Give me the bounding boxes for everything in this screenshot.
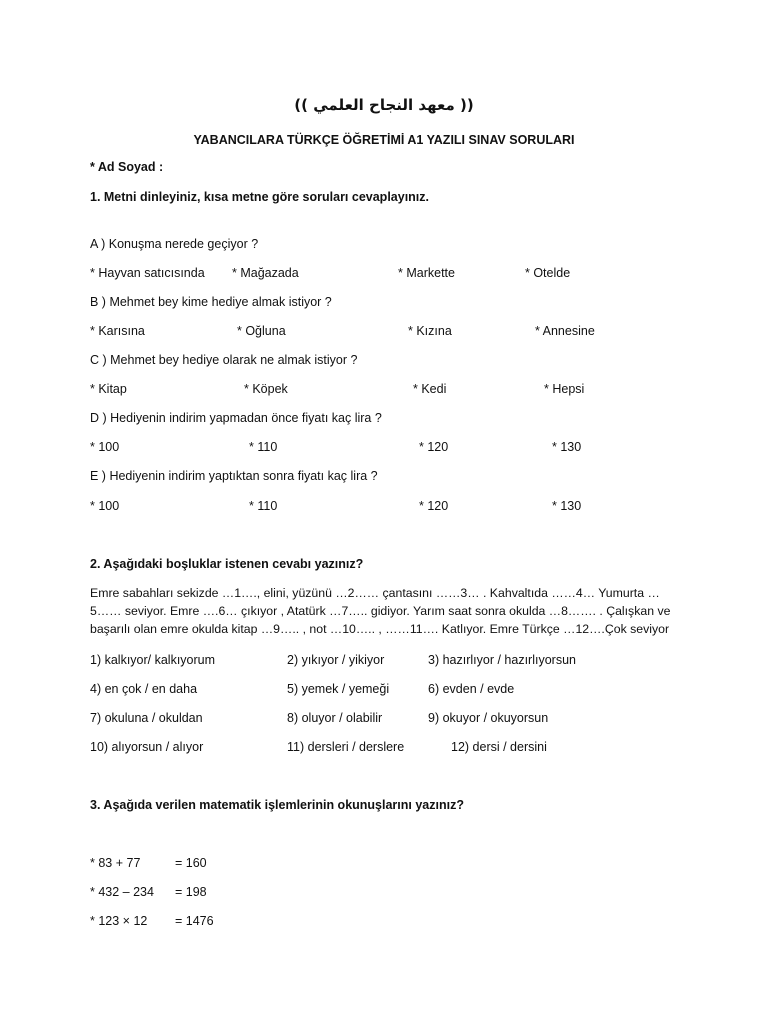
choice-1: 1) kalkıyor/ kalkıyorum	[90, 653, 216, 667]
option-a3: * Markette	[398, 266, 455, 280]
choice-11: 11) dersleri / derslere	[287, 740, 405, 754]
question-a: A ) Konuşma nerede geçiyor ?	[90, 237, 259, 251]
option-e3: * 120	[419, 499, 449, 513]
question-b: B ) Mehmet bey kime hediye almak istiyor ?	[90, 295, 332, 309]
option-b4: * Annesine	[535, 324, 595, 338]
option-c2: * Köpek	[244, 382, 288, 396]
choice-10: 10) alıyorsun / alıyor	[90, 740, 204, 754]
choice-2: 2) yıkıyor / yikiyor	[287, 653, 385, 667]
math-result-1: = 160	[175, 856, 207, 870]
option-c3: * Kedi	[413, 382, 447, 396]
question-e: E ) Hediyenin indirim yaptıktan sonra fiyatı kaç lira ?	[90, 469, 378, 483]
option-b1: * Karısına	[90, 324, 145, 338]
section2-paragraph: Emre sabahları sekizde …1…., elini, yüzünü …2…… çantasını ……3… . Kahvaltıda ……4… Yumurta …5…… seviyor. Emre ….6… çıkıyor , Atatürk …7….. gidiyor. Yarım saat sonra okulda …8……. . Çalışkan ve başarılı olan emre okulda kitap …9….. , not …10….. , ……11…. Katlıyor. Emre Türkçe …12….Çok seviyor	[90, 586, 671, 636]
math-op-1: * 83 + 77	[90, 856, 141, 870]
option-b2: * Oğluna	[237, 324, 286, 338]
section2-heading: 2. Aşağıdaki boşluklar istenen cevabı yazınız?	[90, 557, 364, 571]
section1-heading: 1. Metni dinleyiniz, kısa metne göre soruları cevaplayınız.	[90, 190, 430, 204]
math-result-2: = 198	[175, 885, 207, 899]
option-d2: * 110	[249, 440, 278, 454]
option-a2: * Mağazada	[232, 266, 299, 280]
choice-4: 4) en çok / en daha	[90, 682, 198, 696]
choice-8: 8) oluyor / olabilir	[287, 711, 383, 725]
option-d1: * 100	[90, 440, 120, 454]
question-c: C ) Mehmet bey hediye olarak ne almak istiyor ?	[90, 353, 358, 367]
math-op-3: * 123 × 12	[90, 914, 148, 928]
option-a4: * Otelde	[525, 266, 571, 280]
option-e1: * 100	[90, 499, 120, 513]
math-result-3: = 1476	[175, 914, 214, 928]
choice-12: 12) dersi / dersini	[451, 740, 547, 754]
exam-title: YABANCILARA TÜRKÇE ÖĞRETİMİ A1 YAZILI SINAV SORULARI	[193, 133, 575, 147]
option-e2: * 110	[249, 499, 278, 513]
choice-6: 6) evden / evde	[428, 682, 515, 696]
arabic-title: (( معهد النجاح العلمي ))	[294, 96, 474, 114]
option-d4: * 130	[552, 440, 582, 454]
option-d3: * 120	[419, 440, 449, 454]
section3-heading: 3. Aşağıda verilen matematik işlemlerinin okunuşlarını yazınız?	[90, 798, 464, 812]
choice-7: 7) okuluna / okuldan	[90, 711, 203, 725]
question-d: D ) Hediyenin indirim yapmadan önce fiyatı kaç lira ?	[90, 411, 382, 425]
option-b3: * Kızına	[408, 324, 452, 338]
choice-5: 5) yemek / yemeği	[287, 682, 390, 696]
option-a1: * Hayvan satıcısında	[90, 266, 205, 280]
option-e4: * 130	[552, 499, 582, 513]
option-c1: * Kitap	[90, 382, 127, 396]
option-c4: * Hepsi	[544, 382, 585, 396]
math-op-2: * 432 – 234	[90, 885, 154, 899]
name-label: * Ad Soyad :	[90, 160, 164, 174]
choice-9: 9) okuyor / okuyorsun	[428, 711, 549, 725]
choice-3: 3) hazırlıyor / hazırlıyorsun	[428, 653, 576, 667]
